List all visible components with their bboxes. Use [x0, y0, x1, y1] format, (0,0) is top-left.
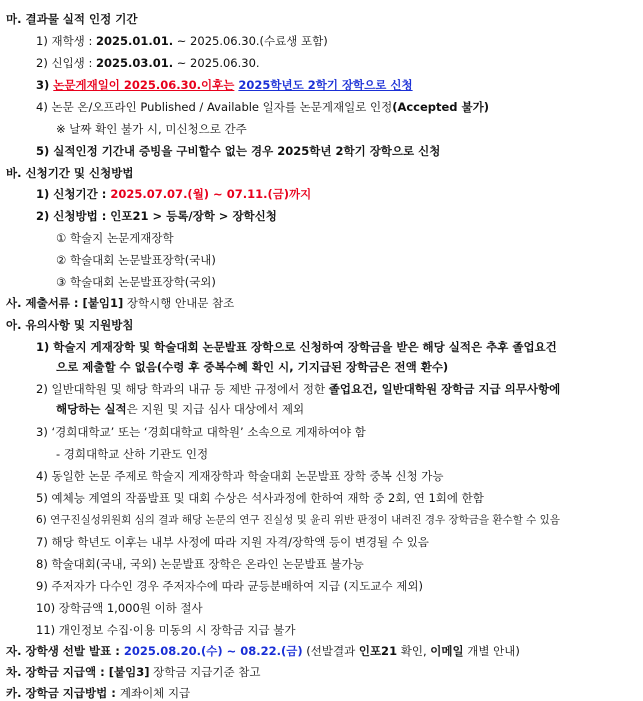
heading-text: 카. 장학금 지급방법 : [6, 686, 120, 700]
list-item [36, 77, 413, 93]
heading-text: 개별 안내) [463, 644, 520, 658]
section-heading-cha [6, 664, 260, 680]
highlight-red: 논문게재일이 2025.06.30.이후는 [53, 78, 235, 92]
list-item: 7) 해당 학년도 이후는 내부 사정에 따라 지원 자격/장학액 등이 변경될 수 있음 [36, 535, 429, 549]
section-heading-ma: 마. 결과물 실적 인정 기간 [6, 12, 138, 26]
section-heading-sa [6, 295, 234, 311]
heading-text: (선발결과 [302, 644, 359, 658]
heading-text: 자. 장학생 선발 발표 : [6, 644, 124, 658]
item-text: 2) 신입생 : [36, 56, 96, 70]
section-heading-ka [6, 685, 190, 701]
item-bold: 인포21 [358, 644, 398, 658]
section-heading-ba: 바. 신청기간 및 신청방법 [6, 166, 134, 180]
list-item: 9) 주저자가 다수인 경우 주저자수에 따라 균등분배하여 지급 (지도교수 제외) [36, 579, 423, 593]
item-text: ~ 2025.06.30. [173, 56, 260, 70]
item-text: 1) 재학생 : [36, 34, 96, 48]
list-item: 10) 장학금액 1,000원 이하 절사 [36, 601, 203, 615]
item-text: ~ 2025.06.30.(수료생 포함) [173, 34, 328, 48]
list-item-cont [56, 401, 304, 417]
item-number: 3) [36, 78, 54, 92]
note-text: - 경희대학교 산하 기관도 인정 [56, 447, 209, 461]
list-item: 1) 학술지 게재장학 및 학술대회 논문발표 장학으로 신청하여 장학금을 받은 해당 실적은 추후 졸업요건 [36, 340, 557, 354]
heading-text: 장학금 지급기준 참고 [149, 665, 261, 679]
highlight-blue: 2025학년도 2학기 장학으로 신청 [238, 78, 413, 92]
item-bold: 해당하는 실적 [56, 402, 127, 416]
list-item: 8) 학술대회(국내, 국외) 논문발표 장학은 온라인 논문발표 불가능 [36, 557, 364, 571]
heading-text: 차. 장학금 지급액 : [6, 665, 109, 679]
date-bold: 2025.03.01. [95, 56, 174, 70]
item-label: 1) 신청기간 : [36, 187, 111, 201]
list-item: ① 학술지 논문게재장학 [56, 231, 174, 245]
heading-text: 확인, [397, 644, 431, 658]
list-item: 11) 개인정보 수집·이용 미동의 시 장학금 지급 불가 [36, 623, 296, 637]
item-text: 2) 일반대학원 및 해당 학과의 내규 등 제반 규정에서 정한 [36, 382, 329, 396]
list-item [36, 186, 311, 202]
heading-text: 계좌이체 지급 [119, 686, 191, 700]
section-heading-a: 아. 유의사항 및 지원방침 [6, 318, 134, 332]
list-item [36, 99, 489, 115]
date-bold: 2025.01.01. [95, 34, 174, 48]
list-item [36, 55, 260, 71]
item-bold: 졸업요건, 일반대학원 장학금 지급 의무사항에 [328, 382, 561, 396]
list-item: ② 학술대회 논문발표장학(국내) [56, 253, 216, 267]
item-text: 4) 논문 온/오프라인 Published / Available 일자를 논문게재일로 인정 [36, 100, 393, 114]
heading-text: 장학시행 안내문 참조 [123, 296, 235, 310]
list-item [36, 33, 328, 49]
section-heading-ja [6, 643, 520, 659]
list-item: 4) 동일한 논문 주제로 학술지 게재장학과 학술대회 논문발표 장학 중복 신청 가능 [36, 469, 444, 483]
list-item: 5) 실적인정 기간내 증빙을 구비할수 없는 경우 2025학년 2학기 장학으로 신청 [36, 144, 441, 158]
note-text: ※ 날짜 확인 불가 시, 미신청으로 간주 [56, 122, 247, 136]
attachment-ref: [붙임1] [82, 296, 124, 310]
list-item: 6) 연구진실성위원회 심의 결과 해당 논문의 연구 진실성 및 윤리 위반 판정이 내려진 경우 장학금을 환수할 수 있음 [36, 514, 560, 526]
list-item: 2) 신청방법 : 인포21 > 등록/장학 > 장학신청 [36, 209, 277, 223]
list-item: ③ 학술대회 논문발표장학(국외) [56, 275, 216, 289]
item-bold: (Accepted 불가) [392, 100, 490, 114]
list-item: 3) ‘경희대학교’ 또는 ‘경희대학교 대학원’ 소속으로 게재하여야 함 [36, 425, 366, 439]
list-item: 5) 예체능 계열의 작품발표 및 대회 수상은 석사과정에 한하여 재학 중 2회, 연 1회에 한함 [36, 491, 484, 505]
list-item-cont: 으로 제출할 수 없음(수령 후 중복수혜 확인 시, 기지급된 장학금은 전액 환수) [56, 360, 449, 374]
highlight-red: 2025.07.07.(월) ~ 07.11.(금)까지 [110, 187, 312, 201]
item-bold: 이메일 [430, 644, 464, 658]
item-text: 은 지원 및 지급 심사 대상에서 제외 [126, 402, 305, 416]
heading-text: 사. 제출서류 : [6, 296, 83, 310]
attachment-ref: [붙임3] [108, 665, 150, 679]
list-item [36, 381, 560, 397]
highlight-blue: 2025.08.20.(수) ~ 08.22.(금) [123, 644, 303, 658]
